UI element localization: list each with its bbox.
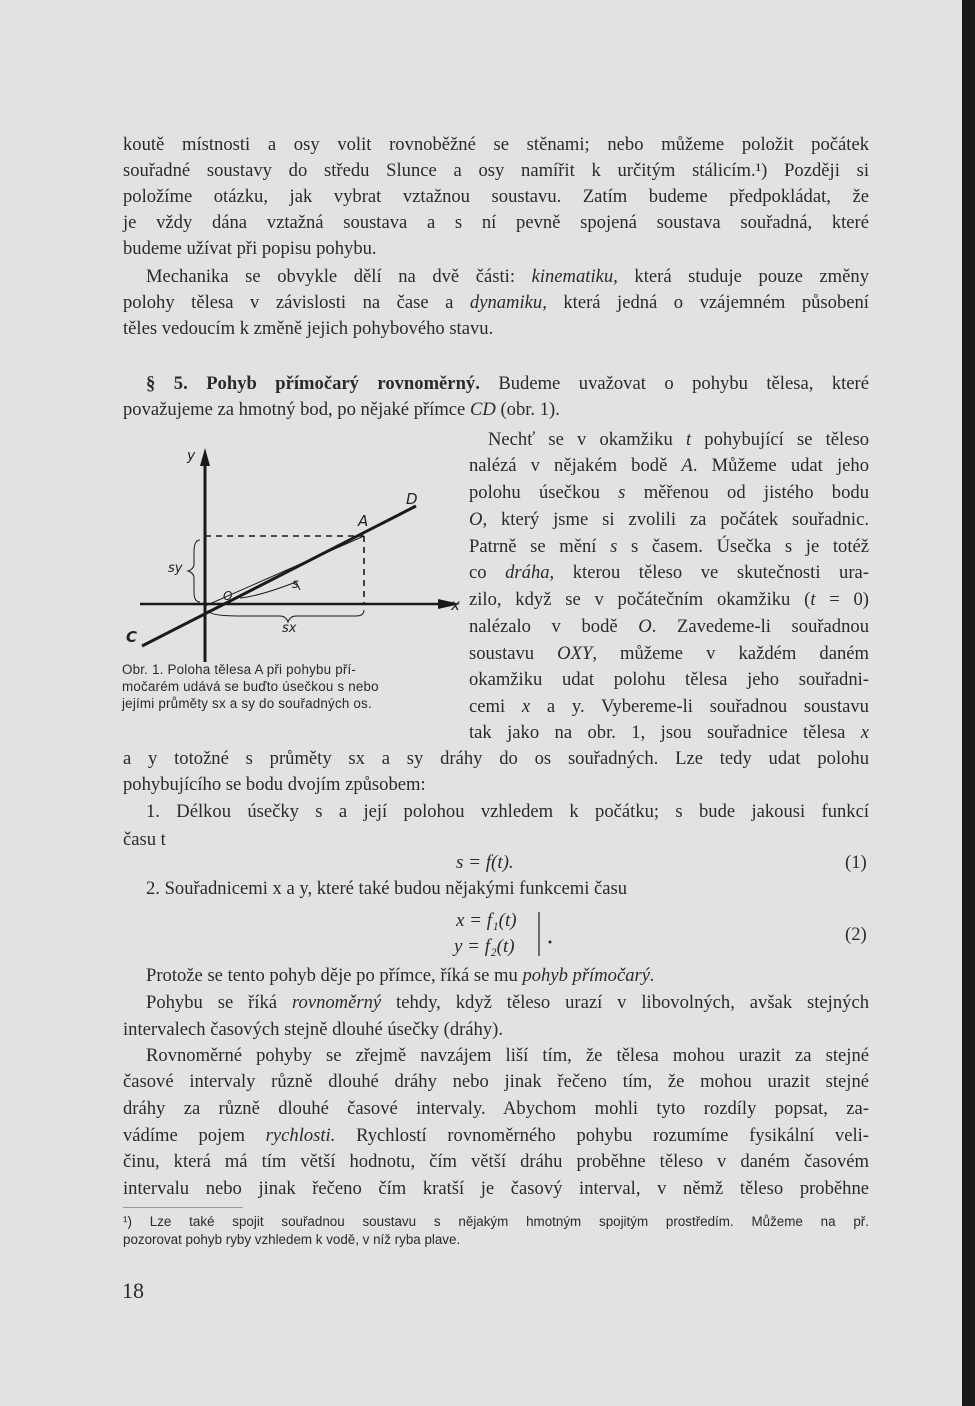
text-line: položíme otázku, jak vybrat vztažnou soustavu. Zatím budeme předpokládat, že <box>123 186 869 207</box>
text-line: soustavu OXY, můžeme v každém daném <box>469 643 869 664</box>
text-line: Mechanika se obvykle dělí na dvě části: kinematiku, která studuje pouze změny <box>146 266 869 287</box>
label-sy: sy <box>168 561 183 576</box>
text-line: Nechť se v okamžiku t pohybující se těleso <box>488 429 869 450</box>
text-line: Patrně se mění s s časem. Úsečka s je totéž <box>469 536 869 557</box>
text-line: tak jako na obr. 1, jsou souřadnice tělesa x <box>469 722 869 743</box>
equation-2b: y = f₂(t) <box>454 936 515 957</box>
label-s: s <box>292 577 299 592</box>
label-y: y <box>187 448 196 464</box>
label-C: C <box>126 628 138 646</box>
text-line: je vždy dána vztažná soustava a s ní pevně spojená soustava souřadná, které <box>123 212 869 233</box>
figure-caption-line: Obr. 1. Poloha tělesa A při pohybu pří- <box>122 662 357 677</box>
text-line: těles vedoucím k změně jejich pohybového stavu. <box>123 318 494 339</box>
equation-number-2: (2) <box>845 924 867 945</box>
text-line: cemi x a y. Vybereme-li souřadnou soustavu <box>469 696 869 717</box>
list-item-2: 2. Souřadnicemi x a y, které také budou nějakými funkcemi času <box>146 878 628 899</box>
footnote-line: ¹) Lze také spojit souřadnou soustavu s nějakým hmotným spojitým prostředím. Můžeme na př. <box>123 1214 869 1229</box>
text-line: zilo, když se v počátečním okamžiku (t = 0) <box>469 589 870 610</box>
list-item-1: 1. Délkou úsečky s a její polohou vzhledem k počátku; s bude jakousi funkcí <box>146 801 869 822</box>
text-line: časové intervaly různě dlouhé dráhy nebo jinak řečeno tím, že mohou urazit stejné <box>123 1071 869 1092</box>
text-line: co dráha, kterou těleso ve skutečnosti ura- <box>469 562 869 583</box>
text-line: času t <box>123 829 166 850</box>
text-line: polohy tělesa v závislosti na čase a dynamiku, která jedná o vzájemném působení <box>123 292 869 313</box>
text-line: Protože se tento pohyb děje po přímce, říká se mu pohyb přímočarý. <box>146 965 655 986</box>
text-line: pohybujícího se bodu dvojím způsobem: <box>123 774 426 795</box>
equation-2a: x = f₁(t) <box>456 910 517 931</box>
figure-coordinate-diagram <box>120 440 465 665</box>
label-D: D <box>406 490 418 508</box>
label-x: x <box>451 596 460 614</box>
label-O: O <box>223 589 233 603</box>
section-heading: § 5. Pohyb přímočarý rovnoměrný. <box>146 373 480 394</box>
footnote-line: pozorovat pohyb ryby vzhledem k vodě, v níž ryba plave. <box>123 1232 461 1247</box>
footnote-rule <box>123 1207 243 1208</box>
text-line: polohu úsečkou s měřenou od jistého bodu <box>469 482 869 503</box>
text-line: okamžiku udat polohu tělesa jeho souřadni- <box>469 669 869 690</box>
equation-brace <box>533 910 557 960</box>
label-A: A <box>358 512 369 530</box>
text-line: považujeme za hmotný bod, po nějaké přímce CD (obr. 1). <box>123 399 560 420</box>
text-line: činu, která má tím větší hodnotu, čím větší dráhu proběhne těleso v daném časovém <box>123 1151 869 1172</box>
text-line: O, který jsme si zvolili za počátek souřadnic. <box>469 509 869 530</box>
figure-caption-line: jejími průměty sx a sy do souřadných os. <box>122 696 372 711</box>
text-line: Rovnoměrné pohyby se zřejmě navzájem liší tím, že tělesa mohou urazit za stejné <box>146 1045 869 1066</box>
text-line: Pohybu se říká rovnoměrný tehdy, když těleso urazí v libovolných, avšak stejných <box>146 992 869 1013</box>
text-line: dráhy za různě dlouhé časové intervaly. Abychom mohli tyto rozdíly popsat, za- <box>123 1098 869 1119</box>
text-line: souřadné soustavy do středu Slunce a osy namířit k určitým stálicím.¹) Později si <box>123 160 869 181</box>
equation-1: s = f(t). <box>456 852 514 873</box>
text-line: vádíme pojem rychlosti. Rychlostí rovnoměrného pohybu rozumíme fysikální veli- <box>123 1125 869 1146</box>
page-edge-shadow <box>962 0 975 1406</box>
text-line: budeme užívat při popisu pohybu. <box>123 238 377 259</box>
text-line: nalézá v nějakém bodě A. Můžeme udat jeho <box>469 455 869 476</box>
text-line: intervalu nebo jinak řečeno čím kratší je časový interval, v němž těleso proběhne <box>123 1178 869 1199</box>
label-sx: sx <box>282 621 297 636</box>
figure-caption-line: močarém udává se buďto úsečkou s nebo <box>122 679 379 694</box>
text-line: intervalech časových stejně dlouhé úsečky (dráhy). <box>123 1019 503 1040</box>
section-heading-line: § 5. Pohyb přímočarý rovnoměrný. Budeme uvažovat o pohybu tělesa, které <box>146 373 869 394</box>
text-line: nalézalo v bodě O. Zavedeme-li souřadnou <box>469 616 869 637</box>
text-line: koutě místnosti a osy volit rovnoběžné se stěnami; nebo můžeme položit počátek <box>123 134 869 155</box>
text-line: a y totožné s průměty sx a sy dráhy do os souřadných. Lze tedy udat polohu <box>123 748 869 769</box>
page-number: 18 <box>122 1278 144 1303</box>
equation-number-1: (1) <box>845 852 867 873</box>
